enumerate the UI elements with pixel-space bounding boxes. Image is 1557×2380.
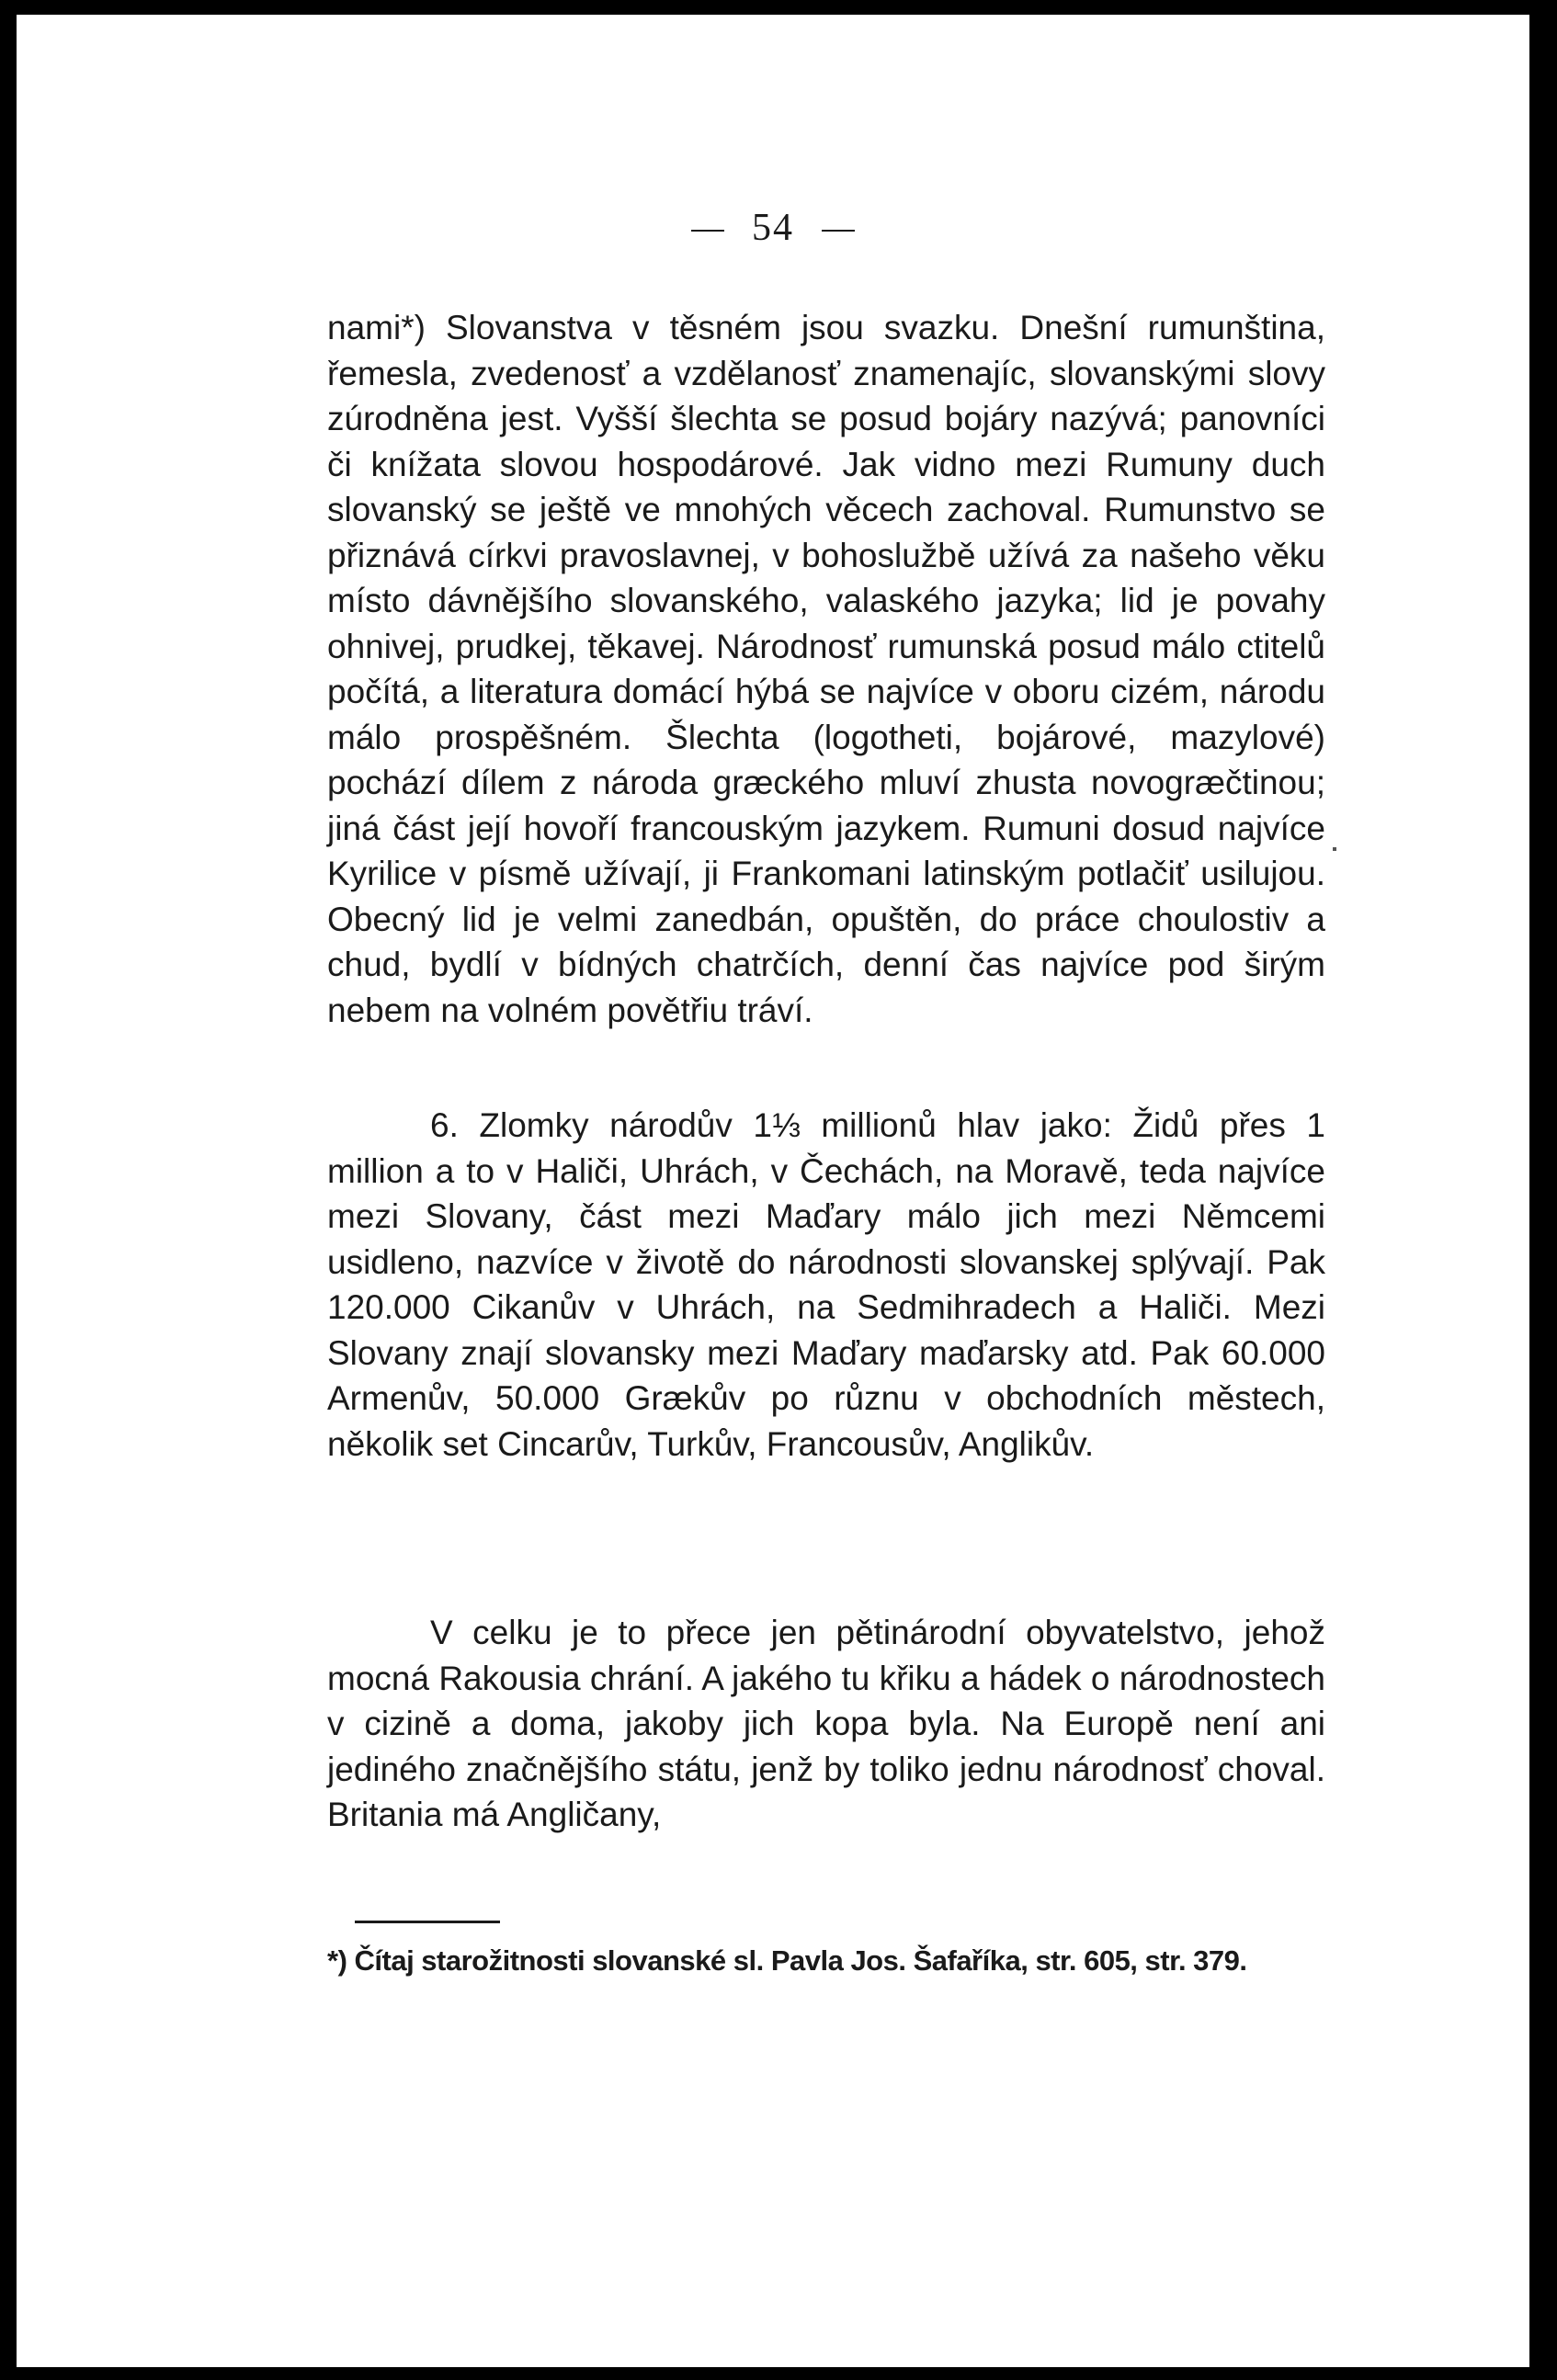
paragraph-2-text: 6. Zlomky národův 1⅓ millionů hlav jako: Židů přes 1 million a to v Haliči, Uhrách, v Čechách, na Moravě, teda najvíce mezi Slovany, část mezi Maďary málo jich mezi Němcemi usidleno, nazvíce v životě do národnosti slovanskej splývají. Pak 120.000 Cikanův v Uhrách, na Sedmihradech a Haliči. Mezi Slovany znají slovansky mezi Maďary maďarsky atd. Pak 60.000 Armenův, 50.000 Grækův po různu v obchodních městech, několik set Cincarův, Turkův, Francousův, Anglikův. — [327, 1106, 1325, 1463]
paragraph-3-text: V celku je to přece jen pětinárodní obyvatelstvo, jehož mocná Rakousia chrání. A jakého tu křiku a hádek o národnostech v cizině a doma, jakoby jich kopa byla. Na Europě není ani jediného značnějšího státu, jenž by toliko jednu národnosť choval. Britania má Angličany, — [327, 1614, 1326, 1833]
page-number: 54 — [752, 207, 794, 249]
paragraph-1 — [327, 305, 1325, 1033]
page-number-header — [17, 206, 1529, 250]
footnote-divider — [355, 1921, 500, 1923]
right-dash — [822, 230, 855, 232]
stray-mark — [1333, 847, 1336, 851]
paragraph-3 — [327, 1610, 1325, 1838]
paragraph-1-text: nami*) Slovanstva v těsném jsou svazku. Dnešní rumunština, řemesla, zvedenosť a vzdělanosť znamenajíc, slovanskými slovy zúrodněna jest. Vyšší šlechta se posud bojáry nazývá; panovníci či knížata slovou hospodárové. Jak vidno mezi Rumuny duch slovanský se ještě ve mnohých věcech zachoval. Rumunstvo se přiznává církvi pravoslavnej, v bohoslužbě užívá za našeho věku místo dávnějšího slovanského, valaského jazyka; lid je povahy ohnivej, prudkej, těkavej. Národnosť rumunská posud málo ctitelů počítá, a literatura domácí hýbá se najvíce v oboru cizém, národu málo prospěšném. Šlechta (logotheti, bojárové, mazylové) pochází dílem z národa græckého mluví zhusta novogræčtinou; jiná část její hovoří francouským jazykem. Rumuni dosud najvíce Kyrilice v písmě užívají, ji Frankomani latinským potlačiť usilujou. Obecný lid je velmi zanedbán, opuštěn, do práce choulostiv a chud, bydlí v bídných chatrčích, denní čas najvíce pod širým nebem na volném povětřiu tráví. — [327, 309, 1325, 1029]
left-dash — [691, 230, 724, 232]
book-page — [17, 15, 1529, 2367]
footnote: *) Čítaj starožitnosti slovanské sl. Pavla Jos. Šafaříka, str. 605, str. 379. — [327, 1944, 1247, 1977]
paragraph-2 — [327, 1103, 1325, 1467]
